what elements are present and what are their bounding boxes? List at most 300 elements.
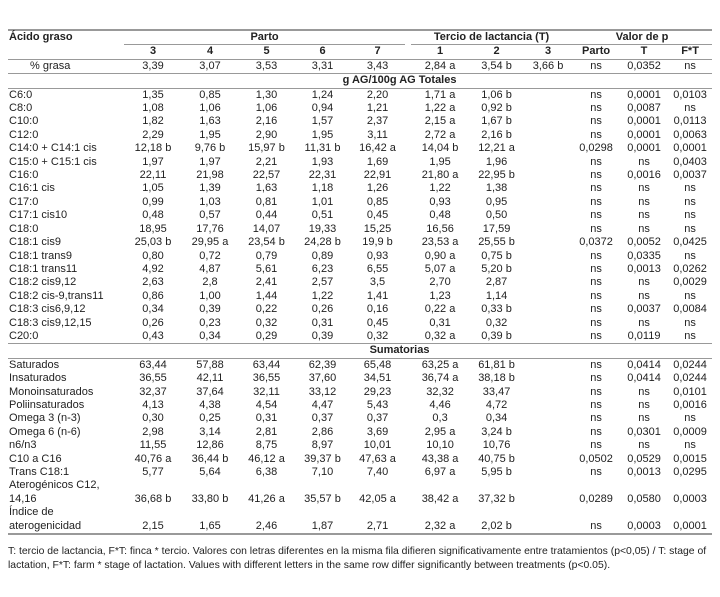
- value-cell: 12,86: [196, 439, 224, 452]
- value-cell: 19,33: [308, 222, 337, 235]
- value-cell: [524, 453, 572, 466]
- table-row: [8, 129, 712, 142]
- value-cell: 2,29: [142, 128, 164, 141]
- value-cell: 36,55: [139, 372, 167, 385]
- value-cell: 0,31: [255, 412, 278, 425]
- value-cell: 7,10: [311, 466, 334, 478]
- value-cell: 0,22: [255, 303, 278, 316]
- value-cell: 2,57: [311, 276, 334, 289]
- value-cell: 4,38: [199, 398, 221, 411]
- value-cell: 1,18: [311, 182, 334, 195]
- value-cell: 0,0372: [579, 236, 613, 249]
- value-cell: 65,48: [363, 358, 392, 371]
- row-label: Omega 3 (n-3): [9, 412, 81, 425]
- value-cell: ns: [684, 249, 696, 262]
- value-cell: ns: [590, 88, 602, 101]
- value-cell: 7,40: [366, 466, 389, 478]
- value-cell: 0,85: [199, 88, 221, 101]
- value-cell: 1,05: [142, 182, 164, 195]
- value-cell: 1,95: [311, 128, 334, 141]
- value-cell: 1,93: [311, 155, 334, 168]
- value-cell: 29,95 a: [191, 236, 229, 249]
- value-cell: 33,12: [308, 385, 337, 398]
- value-cell: 0,0262: [673, 262, 707, 275]
- value-cell: ns: [590, 59, 602, 72]
- value-cell: ns: [590, 439, 602, 452]
- value-cell: 3,14: [199, 425, 221, 438]
- row-label: Omega 6 (n-6): [9, 425, 81, 438]
- value-cell: 32,32: [426, 385, 454, 398]
- value-cell: 0,16: [366, 303, 389, 316]
- row-label: Saturados: [9, 358, 60, 371]
- value-cell: 11,55: [139, 439, 167, 452]
- value-cell: 0,37: [366, 412, 389, 425]
- value-cell: 0,0103: [673, 88, 707, 101]
- value-cell: 0,0425: [673, 236, 707, 249]
- value-cell: 2,46: [238, 506, 295, 534]
- value-cell: 4,92: [142, 262, 164, 275]
- value-cell: 1,01: [311, 195, 334, 208]
- row-label: C18:3 cis6,9,12: [9, 303, 86, 316]
- value-cell: 0,32: [366, 329, 389, 342]
- row-label: C18:1 trans9: [9, 249, 72, 262]
- value-cell: 17,76: [196, 222, 224, 235]
- value-cell: 0,0301: [627, 425, 661, 438]
- value-cell: 37,60: [308, 372, 337, 385]
- row-label: Trans C18:1: [9, 466, 70, 478]
- value-cell: 0,30: [142, 412, 164, 425]
- value-cell: 2,02 b: [469, 506, 524, 534]
- value-cell: [524, 479, 572, 506]
- value-cell: 2,16 b: [481, 128, 512, 141]
- value-cell: 0,0244: [673, 358, 707, 371]
- value-cell: 6,38: [255, 466, 278, 478]
- value-cell: 2,70: [429, 276, 451, 289]
- value-cell: 23,54 b: [248, 236, 285, 249]
- value-cell: 0,0003: [673, 492, 707, 505]
- value-cell: 0,0529: [627, 452, 661, 465]
- value-cell: 0,0013: [627, 466, 661, 478]
- value-cell: ns: [590, 372, 602, 385]
- col-header-parto: 5: [238, 45, 295, 59]
- value-cell: 1,96: [485, 155, 508, 168]
- col-header-tercio: 2: [469, 45, 524, 59]
- value-cell: 1,08: [142, 102, 164, 115]
- value-cell: ns: [590, 398, 602, 411]
- value-cell: 0,26: [142, 316, 164, 329]
- value-cell: 0,0016: [627, 169, 661, 182]
- value-cell: 0,79: [255, 249, 278, 262]
- row-label: n6/n3: [9, 439, 37, 452]
- value-cell: 29,23: [363, 385, 392, 398]
- value-cell: 0,26: [311, 303, 334, 316]
- table-row: [8, 303, 712, 316]
- table-row: [8, 88, 712, 102]
- value-cell: 5,61: [255, 262, 278, 275]
- value-cell: 0,0113: [673, 115, 707, 128]
- value-cell: 3,69: [366, 425, 389, 438]
- value-cell: [524, 372, 572, 385]
- value-cell: 0,0013: [627, 262, 661, 275]
- value-cell: 2,8: [202, 276, 218, 289]
- value-cell: [524, 102, 572, 115]
- value-cell: 14,04 b: [421, 142, 459, 155]
- row-label: C6:0: [9, 88, 33, 101]
- value-cell: 1,24: [311, 88, 334, 101]
- value-cell: 0,32: [485, 316, 508, 329]
- value-cell: ns: [638, 222, 650, 235]
- col-header-fatty-acid: Ácido graso: [8, 30, 124, 45]
- col-header-p: Parto: [572, 45, 620, 59]
- value-cell: 1,06 b: [481, 88, 512, 101]
- value-cell: 21,80 a: [421, 169, 459, 182]
- table-row: [8, 317, 712, 330]
- value-cell: [524, 317, 572, 330]
- row-label: Monoinsaturados: [9, 385, 94, 398]
- col-header-parto: 7: [350, 45, 405, 59]
- section-title-sums: Sumatorias: [8, 344, 712, 358]
- value-cell: 8,75: [255, 439, 278, 452]
- value-cell: 5,64: [199, 466, 221, 478]
- value-cell: 0,57: [199, 209, 221, 222]
- value-cell: ns: [684, 329, 696, 342]
- value-cell: 1,57: [311, 115, 334, 128]
- value-cell: 1,71 a: [424, 88, 456, 101]
- table-row: [8, 59, 712, 73]
- row-label: C15:0 + C15:1 cis: [9, 155, 97, 168]
- value-cell: 0,22 a: [424, 303, 456, 316]
- value-cell: ns: [684, 195, 696, 208]
- value-cell: ns: [684, 289, 696, 302]
- value-cell: 0,80: [142, 249, 164, 262]
- table-row: [8, 453, 712, 466]
- value-cell: 0,93: [429, 195, 451, 208]
- value-cell: 1,14: [485, 289, 508, 302]
- table-row: [8, 439, 712, 452]
- value-cell: ns: [590, 209, 602, 222]
- value-cell: 1,22: [429, 182, 451, 195]
- value-cell: ns: [590, 358, 602, 371]
- value-cell: ns: [590, 262, 602, 275]
- table-body: [8, 59, 712, 534]
- value-cell: 16,56: [426, 222, 454, 235]
- value-cell: 5,95 b: [481, 466, 512, 478]
- value-cell: [524, 156, 572, 169]
- value-cell: 61,81 b: [478, 358, 515, 371]
- value-cell: 15,97 b: [248, 142, 285, 155]
- row-label: Índice de aterogenicidad: [8, 506, 124, 534]
- value-cell: 47,63 a: [359, 452, 396, 465]
- value-cell: 1,63: [255, 182, 278, 195]
- value-cell: 62,39: [308, 358, 337, 371]
- row-label: C17:0: [9, 195, 39, 208]
- value-cell: 12,21 a: [478, 142, 515, 155]
- value-cell: 22,95 b: [478, 169, 515, 182]
- value-cell: 14,07: [252, 222, 281, 235]
- value-cell: 0,99: [142, 195, 164, 208]
- value-cell: ns: [590, 155, 602, 168]
- value-cell: ns: [590, 466, 602, 478]
- value-cell: 4,13: [142, 398, 164, 411]
- value-cell: 0,25: [199, 412, 221, 425]
- value-cell: 3,54 b: [481, 59, 512, 72]
- col-header-p: T: [620, 45, 668, 59]
- value-cell: ns: [590, 115, 602, 128]
- table-row: [8, 115, 712, 128]
- value-cell: 1,38: [485, 182, 508, 195]
- value-cell: 0,0009: [673, 425, 707, 438]
- value-cell: [524, 196, 572, 209]
- value-cell: 1,97: [142, 155, 164, 168]
- value-cell: 0,29: [255, 329, 278, 342]
- value-cell: ns: [590, 222, 602, 235]
- value-cell: 2,15 a: [424, 115, 456, 128]
- table-row: [8, 209, 712, 222]
- value-cell: 38,42 a: [421, 492, 459, 505]
- value-cell: 1,63: [199, 115, 221, 128]
- value-cell: 19,9 b: [362, 236, 393, 249]
- value-cell: 0,34: [199, 329, 221, 342]
- value-cell: 0,0052: [627, 236, 661, 249]
- value-cell: ns: [638, 385, 650, 398]
- value-cell: 2,72 a: [424, 128, 456, 141]
- value-cell: 0,33 b: [481, 303, 512, 316]
- value-cell: ns: [638, 209, 650, 222]
- value-cell: 35,57 b: [304, 492, 341, 505]
- value-cell: ns: [638, 316, 650, 329]
- value-cell: 0,0087: [627, 102, 661, 115]
- value-cell: 0,0001: [673, 142, 707, 155]
- value-cell: 0,0295: [673, 466, 707, 478]
- value-cell: 5,43: [366, 398, 389, 411]
- row-label: C18:1 trans11: [9, 262, 78, 275]
- value-cell: 63,44: [252, 358, 281, 371]
- value-cell: 0,0119: [627, 329, 661, 342]
- value-cell: 10,76: [482, 439, 511, 452]
- value-cell: 0,85: [366, 195, 389, 208]
- value-cell: 36,55: [252, 372, 281, 385]
- row-label: Poliinsaturados: [9, 398, 85, 411]
- value-cell: 57,88: [196, 358, 224, 371]
- value-cell: 3,5: [369, 276, 386, 289]
- value-cell: 0,86: [142, 289, 164, 302]
- value-cell: 25,03 b: [134, 236, 172, 249]
- value-cell: 23,53 a: [421, 236, 459, 249]
- value-cell: 1,23: [429, 289, 451, 302]
- value-cell: 2,16: [255, 115, 278, 128]
- row-label: C12:0: [9, 128, 39, 141]
- value-cell: [524, 330, 572, 344]
- value-cell: 0,48: [142, 209, 164, 222]
- value-cell: 10,10: [426, 439, 454, 452]
- value-cell: 0,0502: [579, 452, 613, 465]
- value-cell: 1,67 b: [481, 115, 512, 128]
- table-row: [8, 386, 712, 399]
- table-row: [8, 223, 712, 236]
- value-cell: ns: [684, 102, 696, 115]
- value-cell: 0,39: [199, 303, 221, 316]
- value-cell: 0,0016: [673, 398, 707, 411]
- value-cell: 1,87: [295, 506, 350, 534]
- value-cell: ns: [590, 249, 602, 262]
- col-header-p: F*T: [668, 45, 712, 59]
- col-header-tercio: 1: [411, 45, 469, 59]
- value-cell: 0,0063: [673, 128, 707, 141]
- value-cell: [524, 386, 572, 399]
- value-cell: ns: [638, 182, 650, 195]
- table-header: [8, 30, 712, 59]
- value-cell: ns: [590, 128, 602, 141]
- value-cell: 2,87: [485, 276, 508, 289]
- value-cell: [524, 439, 572, 452]
- value-cell: 1,06: [255, 102, 278, 115]
- table-row: [8, 290, 712, 303]
- table-row: [8, 412, 712, 425]
- row-label: C18:3 cis9,12,15: [9, 316, 92, 329]
- value-cell: 39,37 b: [304, 452, 341, 465]
- value-cell: ns: [590, 412, 602, 425]
- value-cell: 0,75 b: [481, 249, 512, 262]
- row-label: C14:0 + C14:1 cis: [9, 142, 97, 155]
- value-cell: 0,89: [311, 249, 334, 262]
- value-cell: [524, 209, 572, 222]
- row-label: C8:0: [9, 102, 33, 115]
- table-row: [8, 276, 712, 289]
- value-cell: ns: [638, 155, 650, 168]
- value-cell: 0,0084: [673, 303, 707, 316]
- value-cell: ns: [684, 412, 696, 425]
- value-cell: ns: [684, 316, 696, 329]
- row-label: % grasa: [30, 59, 71, 72]
- value-cell: 42,11: [196, 372, 224, 385]
- table-row: [8, 236, 712, 249]
- value-cell: [524, 399, 572, 412]
- value-cell: 3,53: [255, 59, 278, 72]
- value-cell: 0,0001: [627, 142, 661, 155]
- value-cell: 0,31: [429, 316, 451, 329]
- value-cell: 12,18 b: [134, 142, 172, 155]
- section-title-totals: g AG/100g AG Totales: [8, 74, 712, 88]
- value-cell: 40,76 a: [134, 452, 172, 465]
- table-row: [8, 372, 712, 385]
- value-cell: 1,97: [199, 155, 221, 168]
- value-cell: 0,23: [199, 316, 221, 329]
- value-cell: 25,55 b: [478, 236, 515, 249]
- value-cell: 0,0580: [627, 492, 661, 505]
- value-cell: 0,0289: [579, 492, 613, 505]
- value-cell: 10,01: [363, 439, 392, 452]
- col-header-parto: 6: [295, 45, 350, 59]
- value-cell: 33,47: [482, 385, 511, 398]
- value-cell: [524, 466, 572, 479]
- value-cell: 1,35: [142, 88, 164, 101]
- value-cell: 4,54: [255, 398, 278, 411]
- table-row: [8, 142, 712, 155]
- value-cell: [524, 303, 572, 316]
- value-cell: 34,51: [363, 372, 392, 385]
- value-cell: 6,55: [366, 262, 389, 275]
- value-cell: ns: [590, 329, 602, 342]
- value-cell: ns: [638, 398, 650, 411]
- value-cell: 42,05 a: [359, 492, 396, 505]
- value-cell: 1,26: [366, 182, 389, 195]
- value-cell: ns: [590, 289, 602, 302]
- value-cell: 11,31 b: [304, 142, 341, 155]
- value-cell: 0,90 a: [424, 249, 456, 262]
- value-cell: ns: [638, 276, 650, 289]
- value-cell: 0,32: [255, 316, 278, 329]
- value-cell: 0,0015: [673, 452, 707, 465]
- value-cell: [524, 506, 572, 534]
- value-cell: 0,72: [199, 249, 221, 262]
- row-label: C18:0: [9, 222, 39, 235]
- value-cell: 1,95: [429, 155, 451, 168]
- value-cell: 1,00: [199, 289, 221, 302]
- value-cell: 0,95: [485, 195, 508, 208]
- value-cell: 3,07: [199, 59, 221, 72]
- value-cell: 1,30: [255, 88, 278, 101]
- value-cell: 4,87: [199, 262, 221, 275]
- table-row: [8, 358, 712, 372]
- value-cell: 21,98: [196, 169, 224, 182]
- value-cell: 1,06: [199, 102, 221, 115]
- value-cell: 4,72: [485, 398, 508, 411]
- value-cell: 0,94: [311, 102, 334, 115]
- value-cell: 37,32 b: [478, 492, 515, 505]
- table-row: [8, 102, 712, 115]
- value-cell: 40,75 b: [478, 452, 515, 465]
- table-row: [8, 196, 712, 209]
- value-cell: 0,48: [429, 209, 451, 222]
- value-cell: 0,0001: [627, 88, 661, 101]
- value-cell: 22,11: [139, 169, 167, 182]
- value-cell: 41,26 a: [248, 492, 285, 505]
- value-cell: ns: [590, 102, 602, 115]
- value-cell: ns: [684, 222, 696, 235]
- value-cell: ns: [684, 439, 696, 452]
- value-cell: 22,57: [252, 169, 281, 182]
- value-cell: 43,38 a: [421, 452, 459, 465]
- value-cell: [524, 88, 572, 102]
- empty-header-cell: [8, 45, 124, 59]
- value-cell: 63,44: [139, 358, 167, 371]
- value-cell: 2,20: [366, 88, 389, 101]
- value-cell: ns: [572, 506, 620, 534]
- value-cell: 3,24 b: [481, 425, 512, 438]
- value-cell: 2,84 a: [424, 59, 456, 72]
- group-header-parto: Parto: [124, 30, 405, 45]
- value-cell: 2,32 a: [411, 506, 469, 534]
- value-cell: 1,22 a: [424, 102, 456, 115]
- row-label: C10 a C16: [9, 452, 62, 465]
- value-cell: 3,31: [311, 59, 334, 72]
- fatty-acid-table: [8, 29, 712, 535]
- value-cell: 0,0003: [620, 506, 668, 534]
- value-cell: [524, 223, 572, 236]
- value-cell: 5,07 a: [424, 262, 456, 275]
- value-cell: 2,41: [255, 276, 278, 289]
- value-cell: 22,31: [308, 169, 337, 182]
- value-cell: 9,76 b: [194, 142, 226, 155]
- table-row: [8, 399, 712, 412]
- value-cell: 0,0029: [673, 276, 707, 289]
- value-cell: 2,81: [255, 425, 278, 438]
- value-cell: [524, 358, 572, 372]
- value-cell: ns: [684, 182, 696, 195]
- table-row: [8, 263, 712, 276]
- table-row: [8, 330, 712, 344]
- value-cell: 2,15: [124, 506, 182, 534]
